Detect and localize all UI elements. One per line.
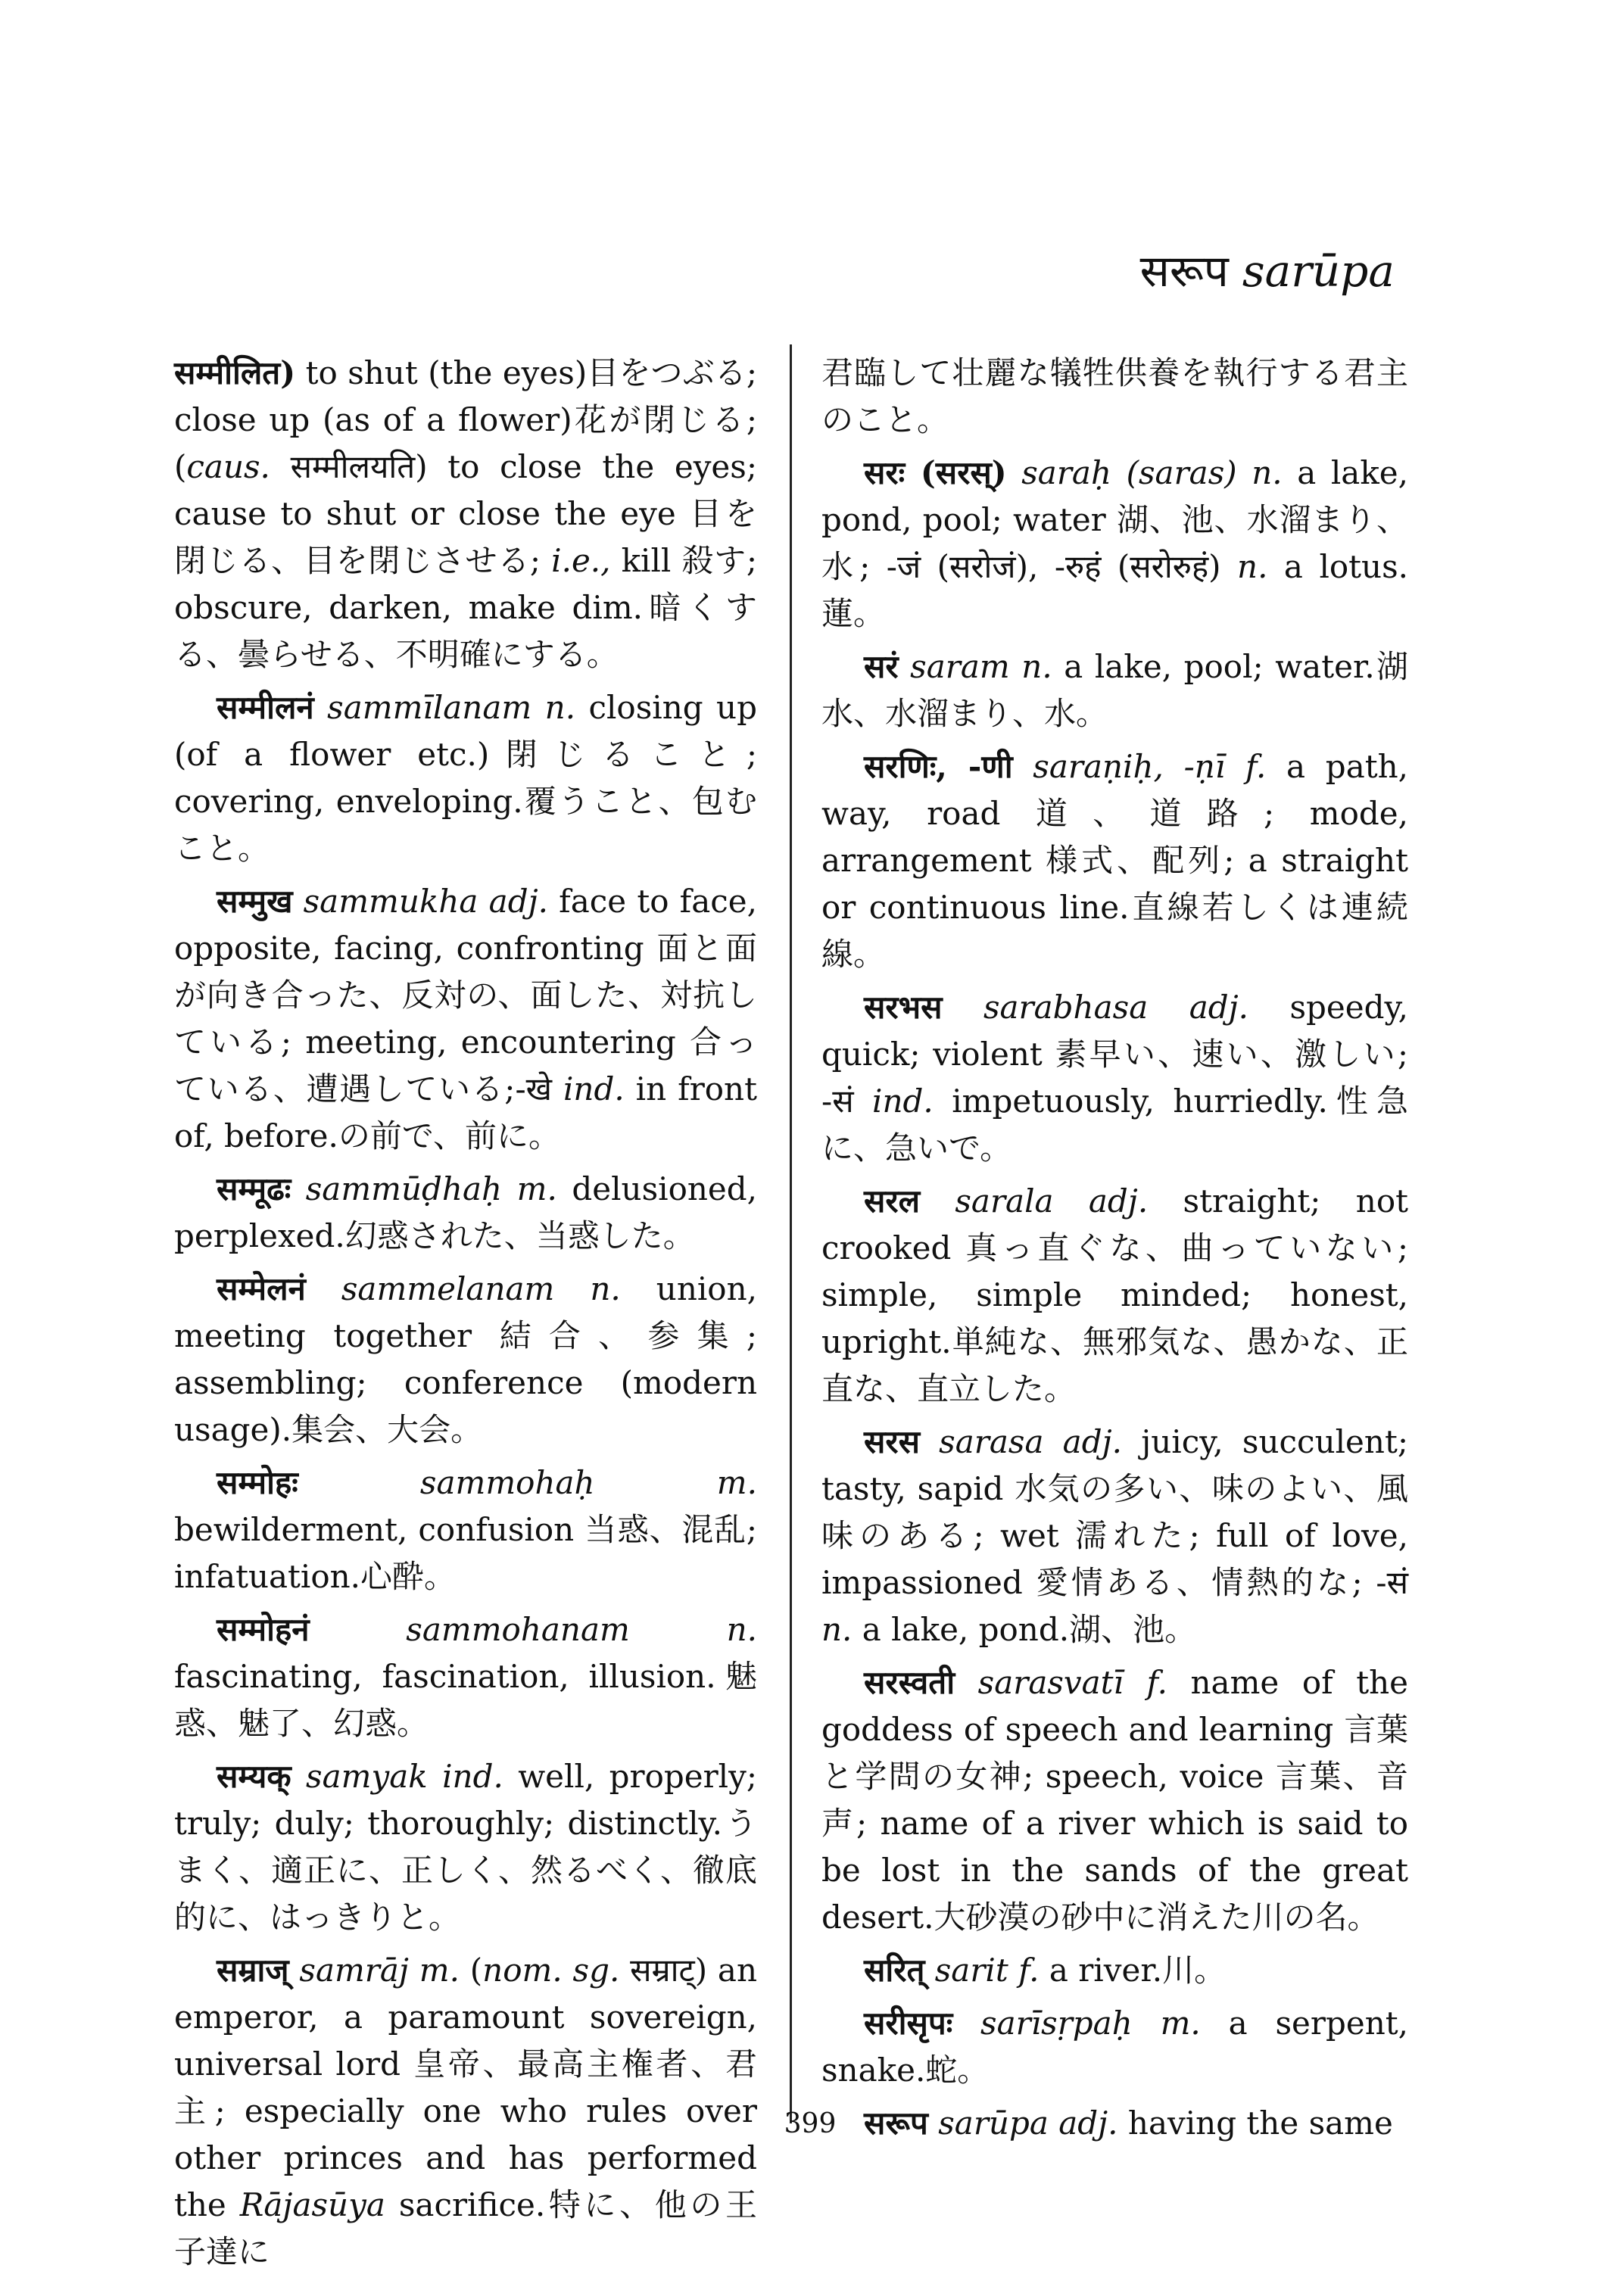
entry-headword: सरस xyxy=(864,1423,920,1460)
dictionary-entry xyxy=(821,1659,1408,1941)
dictionary-entry xyxy=(174,1166,757,1260)
entry-definition: a lake, pool; water.湖水、水溜まり、水。 xyxy=(821,648,1408,732)
entry-definition: in front of, before.の前で、前に。 xyxy=(174,1070,757,1154)
dictionary-entry xyxy=(821,984,1408,1172)
entry-definition: to shut (the eyes)目をつぶる; close up (as of a flower)花が閉じる; ( xyxy=(174,354,757,485)
entry-italic: n. xyxy=(821,1611,853,1648)
entry-definition: सम्मीलयति) to close the eyes; cause to shut or close the eye 目を閉じる、目を閉じさせる; xyxy=(174,448,757,579)
running-head-devanagari: सरूप xyxy=(1139,245,1229,297)
entry-transliteration: samrāj m. xyxy=(288,1952,460,1989)
entry-headword: सम्मीलित) xyxy=(174,354,296,391)
entry-definition: सम्राट्) an emperor, a paramount sovereign, universal lord 皇帝、最高主権者、君主; especially one who rules over other princes and has performed the xyxy=(174,1952,757,2223)
entry-continuation xyxy=(821,350,1408,444)
dictionary-entry xyxy=(821,2000,1408,2094)
entry-transliteration: sammīlanam n. xyxy=(313,689,576,726)
entry-headword: सरूप xyxy=(864,2105,928,2142)
entry-headword: सम्मूढः xyxy=(217,1170,291,1207)
entry-definition: impetuously, hurriedly.性急に、急いで。 xyxy=(821,1083,1409,1167)
entry-definition: a lake, pond.湖、池。 xyxy=(852,1611,1197,1648)
entry-italic: n. xyxy=(1237,548,1268,585)
entry-headword: सरणिः, -णी xyxy=(864,748,1013,785)
entry-definition: speedy, quick; violent 素早い、速い、激しい; -सं xyxy=(821,989,1408,1120)
entry-transliteration: sammukha adj. xyxy=(292,883,548,920)
entry-italic: nom. sg. xyxy=(482,1952,620,1989)
page-number: 399 xyxy=(784,2108,837,2139)
running-head-roman: sarūpa xyxy=(1242,245,1395,297)
entry-transliteration: saraḥ (saras) n. xyxy=(1006,454,1283,491)
right-column xyxy=(821,350,1408,2153)
entry-transliteration: saraṇiḥ, -ṇī f. xyxy=(1012,748,1267,785)
dictionary-entry xyxy=(174,1947,757,2276)
entry-headword: सम्राज् xyxy=(217,1952,289,1989)
entry-italic: ind. xyxy=(563,1070,625,1108)
entry-definition: a path, way, road 道、道路; mode, arrangement 様式、配列; a straight or continuous line.直線若しくは連続線。 xyxy=(821,748,1409,973)
entry-continuation xyxy=(174,350,757,678)
entry-transliteration: sammohanam n. xyxy=(309,1611,757,1648)
entry-definition: juicy, succulent; tasty, sapid 水気の多い、味のよい、風味のある; wet 濡れた; full of love, impassioned 愛情ある、情熱的な; -सं xyxy=(821,1423,1408,1601)
entry-definition: straight; not crooked 真っ直ぐな、曲っていない; simple, simple minded; honest, upright.単純な、無邪気な、愚かな、正直な、直立した。 xyxy=(821,1182,1408,1407)
entry-transliteration: sarabhasa adj. xyxy=(942,989,1248,1026)
entry-headword: सम्मीलनं xyxy=(217,689,314,726)
entry-transliteration: sammohaḥ m. xyxy=(298,1464,757,1501)
entry-transliteration: sammūḍhaḥ m. xyxy=(291,1170,557,1207)
entry-transliteration: sarasvatī f. xyxy=(955,1664,1167,1701)
entry-italic: ind. xyxy=(872,1083,934,1120)
dictionary-entry xyxy=(174,1753,757,1941)
dictionary-entry xyxy=(821,1947,1408,1994)
entry-headword: सम्मेलनं xyxy=(217,1270,306,1307)
entry-headword: सरित् xyxy=(864,1952,925,1989)
entry-transliteration: sarala adj. xyxy=(920,1182,1149,1220)
entry-headword: सम्यक् xyxy=(217,1758,291,1795)
entry-italic: caus. xyxy=(186,448,270,485)
dictionary-entry xyxy=(821,1178,1408,1413)
entry-transliteration: sarūpa adj. xyxy=(927,2105,1118,2142)
entry-definition: ( xyxy=(459,1952,483,1989)
entry-transliteration: sarit f. xyxy=(924,1952,1040,1989)
entry-transliteration: sarasa adj. xyxy=(919,1423,1122,1460)
dictionary-entry xyxy=(174,1606,757,1747)
entry-headword: सरस्वती xyxy=(864,1664,955,1701)
entry-definition: having the same xyxy=(1117,2105,1393,2142)
entry-headword: सरः (सरस्) xyxy=(864,454,1007,491)
dictionary-entry xyxy=(821,1419,1408,1653)
entry-definition: delusioned, perplexed.幻惑された、当惑した。 xyxy=(174,1170,757,1254)
entry-italic: Rājasūya xyxy=(239,2186,385,2223)
dictionary-entry xyxy=(174,878,757,1160)
entry-definition: sacrifice.特に、他の王子達に xyxy=(174,2186,757,2270)
column-divider xyxy=(790,344,792,2123)
dictionary-entry xyxy=(821,743,1408,978)
entry-headword: सम्मोहनं xyxy=(217,1611,310,1648)
dictionary-entry xyxy=(821,2100,1408,2147)
dictionary-entry xyxy=(174,1266,757,1453)
dictionary-entry xyxy=(821,643,1408,737)
running-head xyxy=(1140,239,1395,299)
entry-definition: closing up (of a flower etc.)閉じること; covering, enveloping.覆うこと、包むこと。 xyxy=(174,689,757,867)
entry-transliteration: sammelanam n. xyxy=(305,1270,621,1307)
dictionary-entry xyxy=(174,1460,757,1600)
entry-transliteration: saram n. xyxy=(898,648,1052,685)
dictionary-entry xyxy=(821,450,1408,637)
entry-definition: fascinating, fascination, illusion.魅惑、魅了、幻惑。 xyxy=(174,1658,757,1742)
entry-definition: kill 殺す; obscure, darken, make dim.暗くする、曇らせる、不明確にする。 xyxy=(174,542,757,673)
entry-headword: सम्मुख xyxy=(217,883,293,920)
entry-transliteration: samyak ind. xyxy=(291,1758,503,1795)
entry-headword: सरल xyxy=(864,1182,921,1220)
entry-definition: a river.川。 xyxy=(1039,1952,1227,1989)
entry-italic: i.e., xyxy=(551,542,611,579)
entry-definition: a lotus.蓮。 xyxy=(821,548,1408,632)
dictionary-entry xyxy=(174,684,757,872)
entry-definition: face to face, opposite, facing, confronting 面と面が向き合った、反対の、面した、対抗している; meeting, encountering 合っている、遭遇している;-खे xyxy=(174,883,757,1108)
entry-headword: सम्मोहः xyxy=(217,1464,298,1501)
entry-definition: bewilderment, confusion 当惑、混乱; infatuation.心酔。 xyxy=(174,1511,757,1595)
entry-definition: name of the goddess of speech and learning 言葉と学問の女神; speech, voice 言葉、音声; name of a river which is said to be lost in the sands of the great desert.大砂漠の砂中に消えた川の名。 xyxy=(821,1664,1408,1936)
entry-definition: well, properly; truly; duly; thoroughly; distinctly.うまく、適正に、正しく、然るべく、徹底的に、はっきりと。 xyxy=(174,1758,757,1936)
entry-headword: सरभस xyxy=(864,989,943,1026)
entry-definition: a lake, pond, pool; water 湖、池、水溜まり、水; -जं (सरोजं), -रुहं (सरोरुहं) xyxy=(821,454,1409,585)
entry-definition: a serpent, snake.蛇。 xyxy=(821,2005,1408,2089)
entry-definition: union, meeting together 結合、参集; assembling; conference (modern usage).集会、大会。 xyxy=(174,1270,757,1448)
entry-definition: 君臨して壮麗な犠牲供養を執行する君主のこと。 xyxy=(821,354,1408,438)
entry-transliteration: sarīsṛpaḥ m. xyxy=(952,2005,1201,2042)
entry-headword: सरं xyxy=(864,648,899,685)
entry-headword: सरीसृपः xyxy=(864,2005,953,2042)
left-column xyxy=(174,350,757,2282)
